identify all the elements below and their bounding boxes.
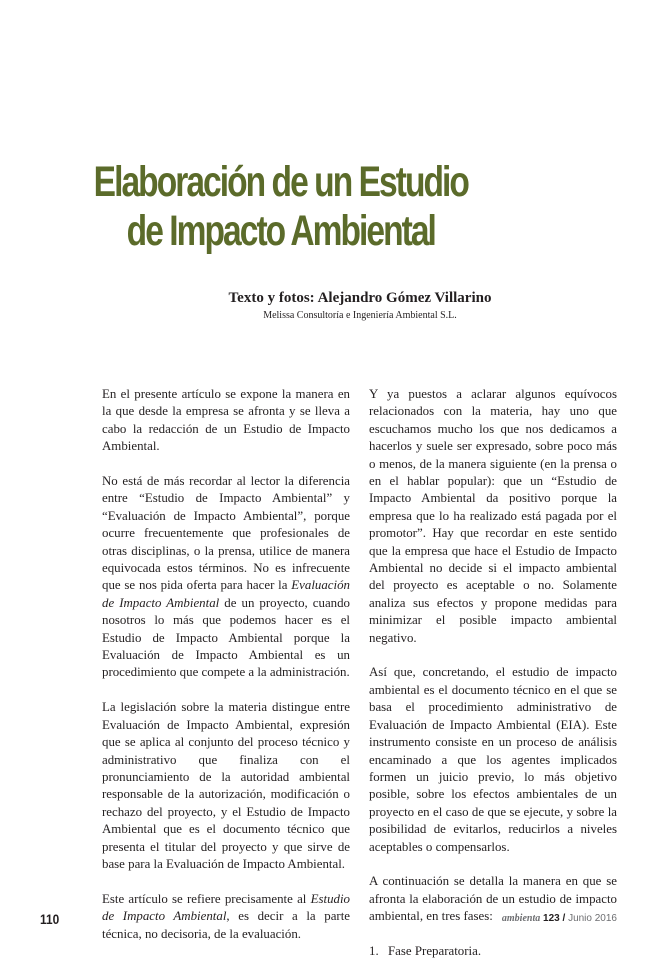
italic-term: Estudio de Impacto Ambiental xyxy=(102,891,350,924)
issue-number: 123 xyxy=(543,913,560,924)
right-column xyxy=(369,386,617,960)
paragraph-text: No está de más recordar al lector la diferencia entre “Estudio de Impacto Ambiental” y “Evaluación de Impacto Ambiental”, porque ocurre frecuentemente que profesionales de otras disciplinas, o la prensa, utilice de manera equivocada estos términos. No es infrecuente que se nos pida oferta para hacer la xyxy=(102,474,350,593)
paragraph-text: de un proyecto, cuando nosotros lo más que podemos hacer es el Estudio de Impacto Ambiental porque la Evaluación de Impacto Ambiental es un procedimiento que compete a la administración. xyxy=(102,595,351,680)
footer-separator: / xyxy=(562,913,566,924)
paragraph xyxy=(102,473,350,682)
list-number: 1. xyxy=(369,943,379,958)
list-text: Fase Preparatoria. xyxy=(388,943,482,958)
paragraph: Y ya puestos a aclarar algunos equívocos relacionados con la materia, hay uno que escuchamos mucho los que nos dedicamos a hacerlos y suele ser expresado, sobre poco más o menos, de la manera siguiente (en la prensa o en el hablar popular): que un “Estudio de Impacto Ambiental da positivo porque la empresa que lo ha realizado está pagada por el promotor”. Hay que recordar en este sentido que la empresa que hace el Estudio de Impacto Ambiental no decide si el impacto ambiental del proyecto es aceptable o no. Solamente analiza sus efectos y propone medidas para minimizar el posible impacto ambiental negativo. xyxy=(369,387,617,645)
paragraph-text: Este artículo se refiere precisamente al xyxy=(102,891,311,906)
article-title xyxy=(0,158,562,256)
page-number: 110 xyxy=(40,911,60,927)
paragraph: La legislación sobre la materia distingue entre Evaluación de Impacto Ambiental, expresión que se aplica al conjunto del proceso técnico y administrativo que finaliza con el pronunciamiento de la autoridad ambiental responsable de la autorización, modificación o rechazo del proyecto, y el Estudio de Impacto Ambiental que es el documento técnico que presenta el titular del proyecto y que sirve de base para la Evaluación de Impacto Ambiental. xyxy=(102,700,350,871)
title-line-2: de Impacto Ambiental xyxy=(126,207,435,255)
italic-term: Evaluación de Impacto Ambiental xyxy=(102,578,350,610)
left-column xyxy=(102,386,350,960)
paragraph xyxy=(102,891,350,943)
author-credit: Texto y fotos: Alejandro Gómez Villarino xyxy=(228,290,492,306)
paragraph: Así que, concretando, el estudio de impacto ambiental es el documento técnico en el que se basa el procedimiento administrativo de Evaluación de Impacto Ambiental (EIA). Este instrumento consiste en un proceso de análisis encaminado a que los agentes implicados formen un juicio previo, lo más objetivo posible, sobre los efectos ambientales de un proyecto en el caso de que se ejecute, y sobre la posibilidad de evitarlos, reducirlos a niveles aceptables o compensarlos. xyxy=(369,665,617,854)
issue-date: Junio 2016 xyxy=(568,913,617,924)
list-item xyxy=(369,943,617,960)
author-affiliation: Melissa Consultoría e Ingeniería Ambiental S.L. xyxy=(263,310,457,321)
magazine-name: ambienta xyxy=(501,913,541,924)
title-line-1: Elaboración de un Estudio xyxy=(93,158,468,206)
paragraph: A continuación se detalla la manera en que se afronta la elaboración de un estudio de impacto ambiental, en tres fases: xyxy=(369,874,617,924)
running-footer xyxy=(502,913,617,924)
paragraph: En el presente artículo se expone la manera en la que desde la empresa se afronta y se lleva a cabo la redacción de un Estudio de Impacto Ambiental. xyxy=(102,387,350,454)
paragraph-text: , es decir a la parte técnica, no decisoria, de la evaluación. xyxy=(102,909,351,941)
